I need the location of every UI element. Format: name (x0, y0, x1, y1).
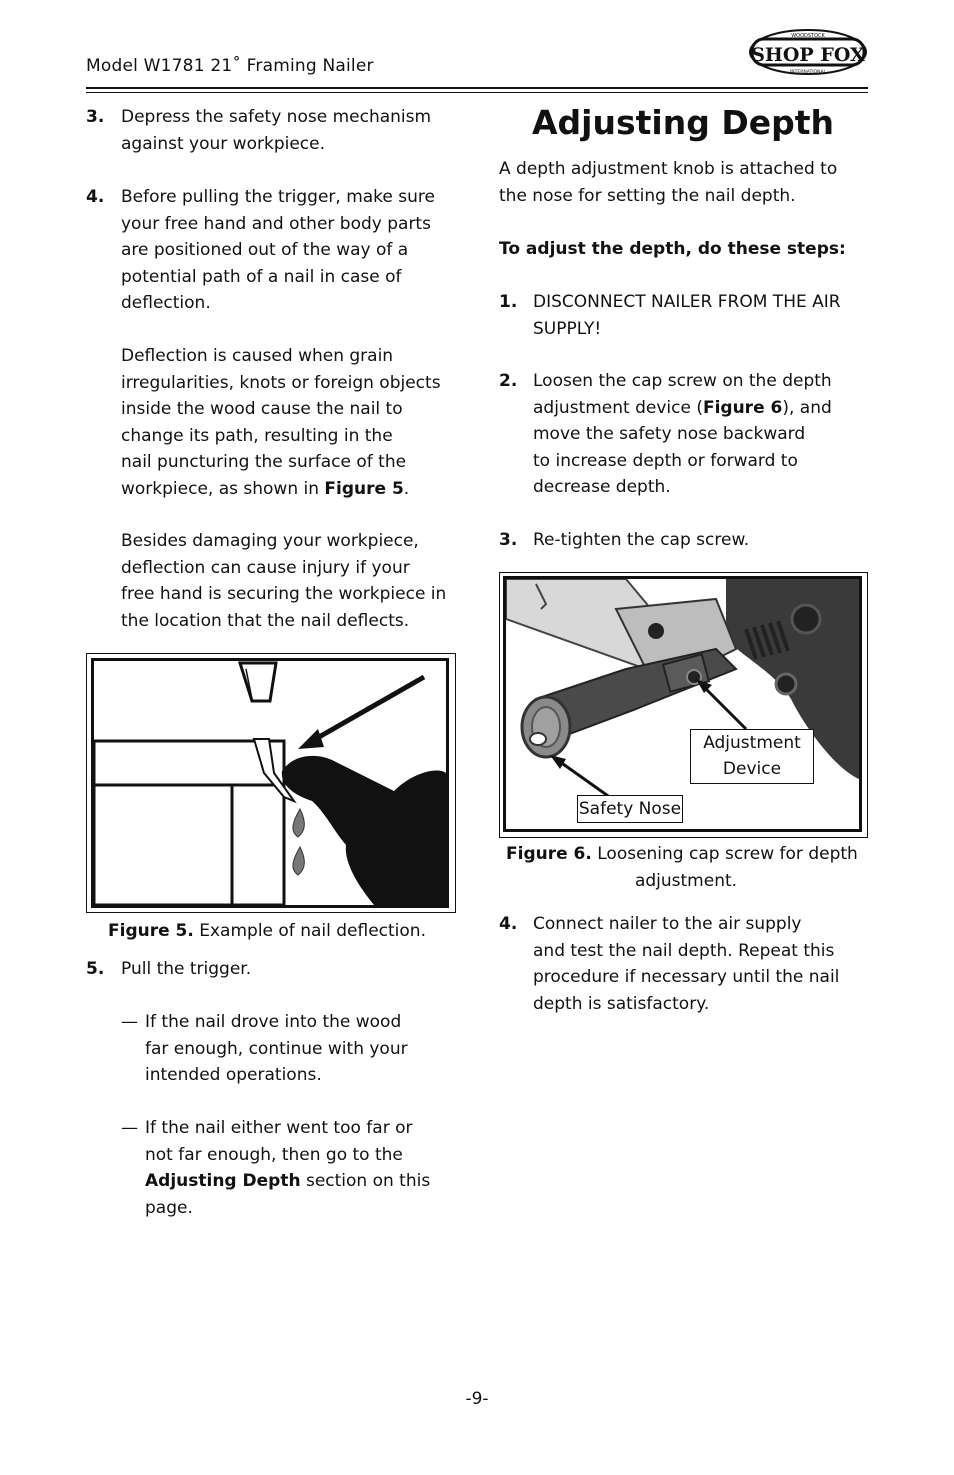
step-5-number: 5. (86, 959, 105, 979)
steps-heading: To adjust the depth, do these steps: (499, 239, 846, 259)
bullet-adjust: If the nail either went too far or not far enough, then go to the Adjusting Depth section on this page. (145, 1118, 431, 1218)
page-number: -9- (465, 1389, 489, 1409)
safety-nose-callout: Safety Nose (577, 795, 683, 823)
svg-text:INTERNATIONAL: INTERNATIONAL (789, 70, 827, 75)
section-title: Adjusting Depth (532, 103, 834, 142)
logo-wordmark: SHOP FOX (751, 44, 865, 66)
dash-bullet: — (121, 1012, 138, 1032)
figure-5-reference: Figure 5 (324, 478, 404, 499)
step-2-text: Loosen the cap screw on the depth adjustment device (Figure 6), and move the safety nose backward to increase depth or forward to decrease depth. (533, 371, 832, 497)
figure-5 (86, 653, 456, 913)
header-rule (86, 87, 868, 89)
figure-6-reference: Figure 6 (702, 397, 783, 418)
step-3-right-text: Re-tighten the cap screw. (533, 530, 750, 550)
svg-text:WOODSTOCK: WOODSTOCK (791, 33, 825, 39)
step-5-text: Pull the trigger. (121, 959, 252, 979)
step-3-text: Depress the safety nose mechanism against your workpiece. (121, 107, 432, 154)
step-4-number: 4. (86, 187, 105, 207)
step-2-number: 2. (499, 371, 518, 391)
header-rule-thin (86, 92, 868, 93)
figure-6 (499, 572, 868, 838)
adjusting-depth-reference: Adjusting Depth (145, 1171, 301, 1191)
step-4-right-text: Connect nailer to the air supply and test the nail depth. Repeat this procedure if necessary until the nail depth is satisfactory. (533, 914, 840, 1014)
dash-bullet: — (121, 1118, 138, 1138)
step-1-number: 1. (499, 292, 518, 312)
figure-5-caption: Figure 5. Example of nail deflection. (108, 921, 426, 941)
step-3-right-number: 3. (499, 530, 518, 550)
figure-6-caption: Figure 6. Loosening cap screw for depth adjustment. (506, 844, 858, 891)
header-title: Model W1781 21˚ Framing Nailer (86, 56, 374, 76)
step-3-number: 3. (86, 107, 105, 127)
shop-fox-logo (748, 28, 868, 76)
nail-deflection-illustration (94, 661, 446, 905)
step-4-text: Before pulling the trigger, make sure your free hand and other body parts are positioned out of the way of a potential path of a nail in case of deflection. (121, 187, 435, 313)
step-4-right-number: 4. (499, 914, 518, 934)
bullet-continue: If the nail drove into the wood far enough, continue with your intended operations. (145, 1012, 408, 1085)
nailer-photo-illustration (506, 579, 859, 829)
step-1-text: DISCONNECT NAILER FROM THE AIR SUPPLY! (533, 292, 841, 339)
intro-paragraph: A depth adjustment knob is attached to the nose for setting the nail depth. (499, 159, 838, 206)
deflection-paragraph: Deflection is caused when grain irregularities, knots or foreign objects inside the wood cause the nail to change its path, resulting in the nail puncturing the surface of the workpiece, as shown in Figure 5. (121, 346, 441, 499)
injury-paragraph: Besides damaging your workpiece, deflection can cause injury if your free hand is securing the workpiece in the location that the nail deflects. (121, 531, 447, 631)
adjustment-device-callout: Adjustment Device (690, 729, 814, 784)
